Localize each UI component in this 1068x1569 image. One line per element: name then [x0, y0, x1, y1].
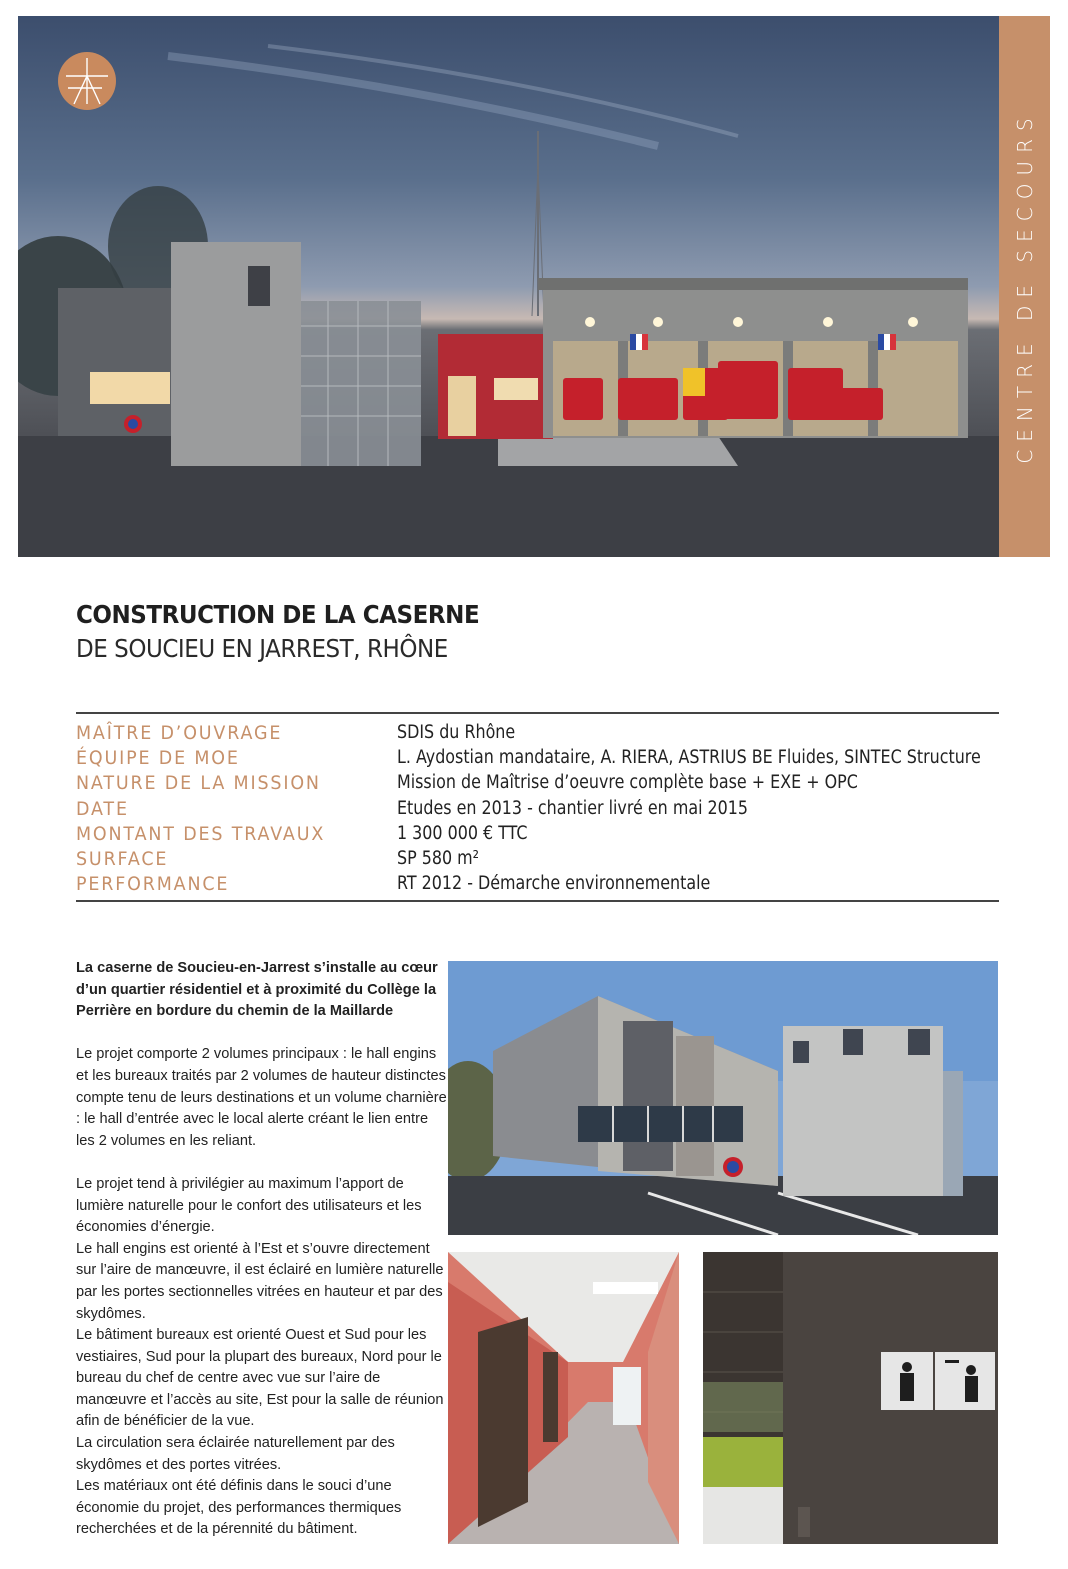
info-row-surface — [76, 848, 999, 873]
divider-top — [76, 712, 999, 714]
info-value: Etudes en 2013 - chantier livré en mai 2015 — [397, 797, 749, 819]
page-title: CONSTRUCTION DE LA CASERNE — [76, 600, 480, 629]
divider-bottom — [76, 900, 999, 902]
info-label: SURFACE — [76, 847, 169, 870]
page-subtitle: DE SOUCIEU EN JARREST, RHÔNE — [76, 634, 448, 663]
project-description — [76, 958, 450, 1541]
info-value: 1 300 000 € TTC — [397, 822, 528, 844]
hero-photo-fire-station — [18, 16, 999, 557]
info-value: L. Aydostian mandataire, A. RIERA, ASTRIUS BE Fluides, SINTEC Structure — [397, 747, 981, 769]
info-row-date — [76, 798, 999, 823]
info-value: SDIS du Rhône — [397, 722, 516, 743]
paragraph: Le projet tend à privilégier au maximum l’apport de lumière naturelle pour le confort des utilisateurs et les économies d’énergie. — [76, 1175, 422, 1236]
paragraph: Le projet comporte 2 volumes principaux : le hall engins et les bureaux traités par 2 volumes de hauteur distinctes compte tenu de leurs destinations et un volume charnière : le hall d’entrée avec le local alerte créant le lien entre les 2 volumes en les reliant. — [76, 1046, 447, 1149]
project-info-table — [76, 722, 999, 898]
paragraph: Les matériaux ont été définis dans le souci d’une économie du projet, des performances thermiques recherchées et de la pérennité du bâtiment. — [76, 1478, 402, 1538]
info-row-budget — [76, 823, 999, 848]
info-row-client — [76, 722, 999, 747]
category-tab — [999, 16, 1050, 557]
info-label: MONTANT DES TRAVAUX — [76, 822, 326, 845]
logo-icon — [58, 52, 116, 110]
paragraph: Le bâtiment bureaux est orienté Ouest et Sud pour les vestiaires, Sud pour la plupart des bureaux, Nord pour le bureau du chef de centre avec vue sur l’aire de manœuvre et l’accès au site, Est pour la salle de réunion afin de bénéficier de la vue. — [76, 1327, 444, 1430]
info-value: SP 580 m² — [397, 847, 480, 869]
lead-paragraph: La caserne de Soucieu-en-Jarrest s’installe au cœur d’un quartier résidentiel et à proximité du Collège la Perrière en bordure du chemin de la Maillarde — [76, 960, 438, 1020]
info-value: RT 2012 - Démarche environnementale — [397, 873, 711, 895]
category-tab-label: CENTRE DE SECOURS — [1012, 109, 1037, 464]
photo-restroom-signage — [703, 1252, 998, 1544]
info-label: PERFORMANCE — [76, 873, 230, 896]
info-row-team — [76, 747, 999, 772]
info-label: MAÎTRE D’OUVRAGE — [76, 722, 283, 744]
photo-exterior-offices — [448, 961, 998, 1235]
info-value: Mission de Maîtrise d’oeuvre complète base + EXE + OPC — [397, 772, 858, 794]
paragraph: Le hall engins est orienté à l’Est et s’ouvre directement sur l’aire de manœuvre, il est éclairé en lumière naturelle par les portes sectionnelles vitrées en hauteur et par des skydômes. — [76, 1240, 444, 1322]
info-row-performance — [76, 873, 999, 898]
paragraph: La circulation sera éclairée naturellement par des skydômes et des portes vitrées. — [76, 1435, 395, 1473]
info-row-mission — [76, 772, 999, 797]
photo-interior-corridor — [448, 1252, 679, 1544]
info-label: NATURE DE LA MISSION — [76, 772, 321, 795]
info-label: ÉQUIPE DE MOE — [76, 747, 240, 770]
info-label: DATE — [76, 797, 129, 820]
